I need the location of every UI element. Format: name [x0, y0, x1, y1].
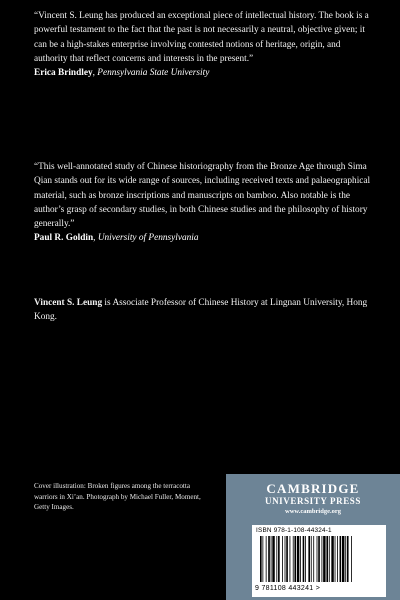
publisher-name-line1: CAMBRIDGE: [266, 481, 360, 496]
barcode-bar: [266, 536, 267, 582]
quote-1-text: “Vincent S. Leung has produced an exceptional piece of intellectual history. The book is a powerful testament to the fact that the past is not necessarily a neutral, objective given; it can be a high-stakes enterprise involving contested notions of heritage, origin, and authority that reflect concerns and interests in the present.”: [34, 11, 369, 64]
barcode-bar: [311, 536, 312, 582]
barcode-bar: [268, 536, 270, 582]
quote-2-text: “This well-annotated study of Chinese historiography from the Bronze Age through Sima Qian stands out for its wide range of sources, including received texts and palaeographical material, such as bronze inscriptions and manuscripts on bamboo. Also notable is the author’s grasp of secondary studies, in both Chinese studies and the philosophy of history generally.”: [34, 162, 371, 230]
barcode-bar: [297, 536, 299, 582]
barcode-bar: [303, 536, 305, 582]
barcode-bar: [282, 536, 283, 582]
barcode-bar: [286, 536, 288, 582]
author-bio: [34, 296, 372, 325]
barcode-bar: [285, 536, 286, 582]
publisher-url: www.cambridge.org: [285, 508, 341, 515]
barcode-bar: [260, 536, 262, 582]
barcode-bar: [271, 536, 272, 582]
quote-2-affiliation: University of Pennsylvania: [97, 233, 199, 244]
barcode-bar: [294, 536, 296, 582]
quote-2-name: Paul R. Goldin: [34, 233, 94, 244]
barcode-bar: [278, 536, 280, 582]
barcode-bar: [335, 536, 336, 582]
publisher-panel: [226, 474, 400, 600]
quote-1: [34, 9, 372, 80]
barcode-bar: [313, 536, 314, 582]
barcode-bar: [317, 536, 318, 582]
barcode-bar: [342, 536, 344, 582]
barcode-bar: [347, 536, 349, 582]
barcode-bar: [276, 536, 277, 582]
author-bio-text: is Associate Professor of Chinese History at Lingnan University, Hong Kong.: [34, 298, 368, 323]
barcode-bar: [340, 536, 342, 582]
barcode-bar: [290, 536, 291, 582]
barcode-bar: [322, 536, 323, 582]
barcode-bar: [329, 536, 330, 582]
barcode-bar: [300, 536, 301, 582]
barcode-bar: [345, 536, 346, 582]
barcode-bar: [318, 536, 320, 582]
barcode-icon: [258, 536, 380, 584]
cover-credit: Cover illustration: Broken figures among the terracotta warriors in Xi’an. Photograph by Michael Fuller, Moment, Getty Images.: [34, 482, 201, 511]
barcode-bar: [293, 536, 294, 582]
quote-2-attribution: Paul R. Goldin, University of Pennsylvania: [34, 233, 199, 244]
publisher-logo: [234, 482, 392, 516]
barcode-bar: [337, 536, 338, 582]
quote-1-attribution: Erica Brindley, Pennsylvania State University: [34, 68, 210, 79]
quote-1-affiliation: Pennsylvania State University: [97, 68, 210, 79]
barcode-bar: [323, 536, 325, 582]
barcode-bar: [305, 536, 306, 582]
publisher-name-line2: UNIVERSITY PRESS: [264, 496, 362, 506]
quote-1-name: Erica Brindley: [34, 68, 93, 79]
barcode-box: [252, 525, 386, 597]
author-name: Vincent S. Leung: [34, 298, 103, 308]
barcode-bar: [326, 536, 328, 582]
barcode-bar: [262, 536, 263, 582]
barcode-bar: [351, 536, 352, 582]
barcode-bar: [331, 536, 333, 582]
quote-2: [34, 160, 372, 245]
barcode-bar: [272, 536, 274, 582]
barcode-digits: 9 781108 443241 >: [255, 585, 321, 592]
barcode-bar: [308, 536, 310, 582]
isbn-label: ISBN 978-1-108-44324-1: [256, 527, 332, 534]
